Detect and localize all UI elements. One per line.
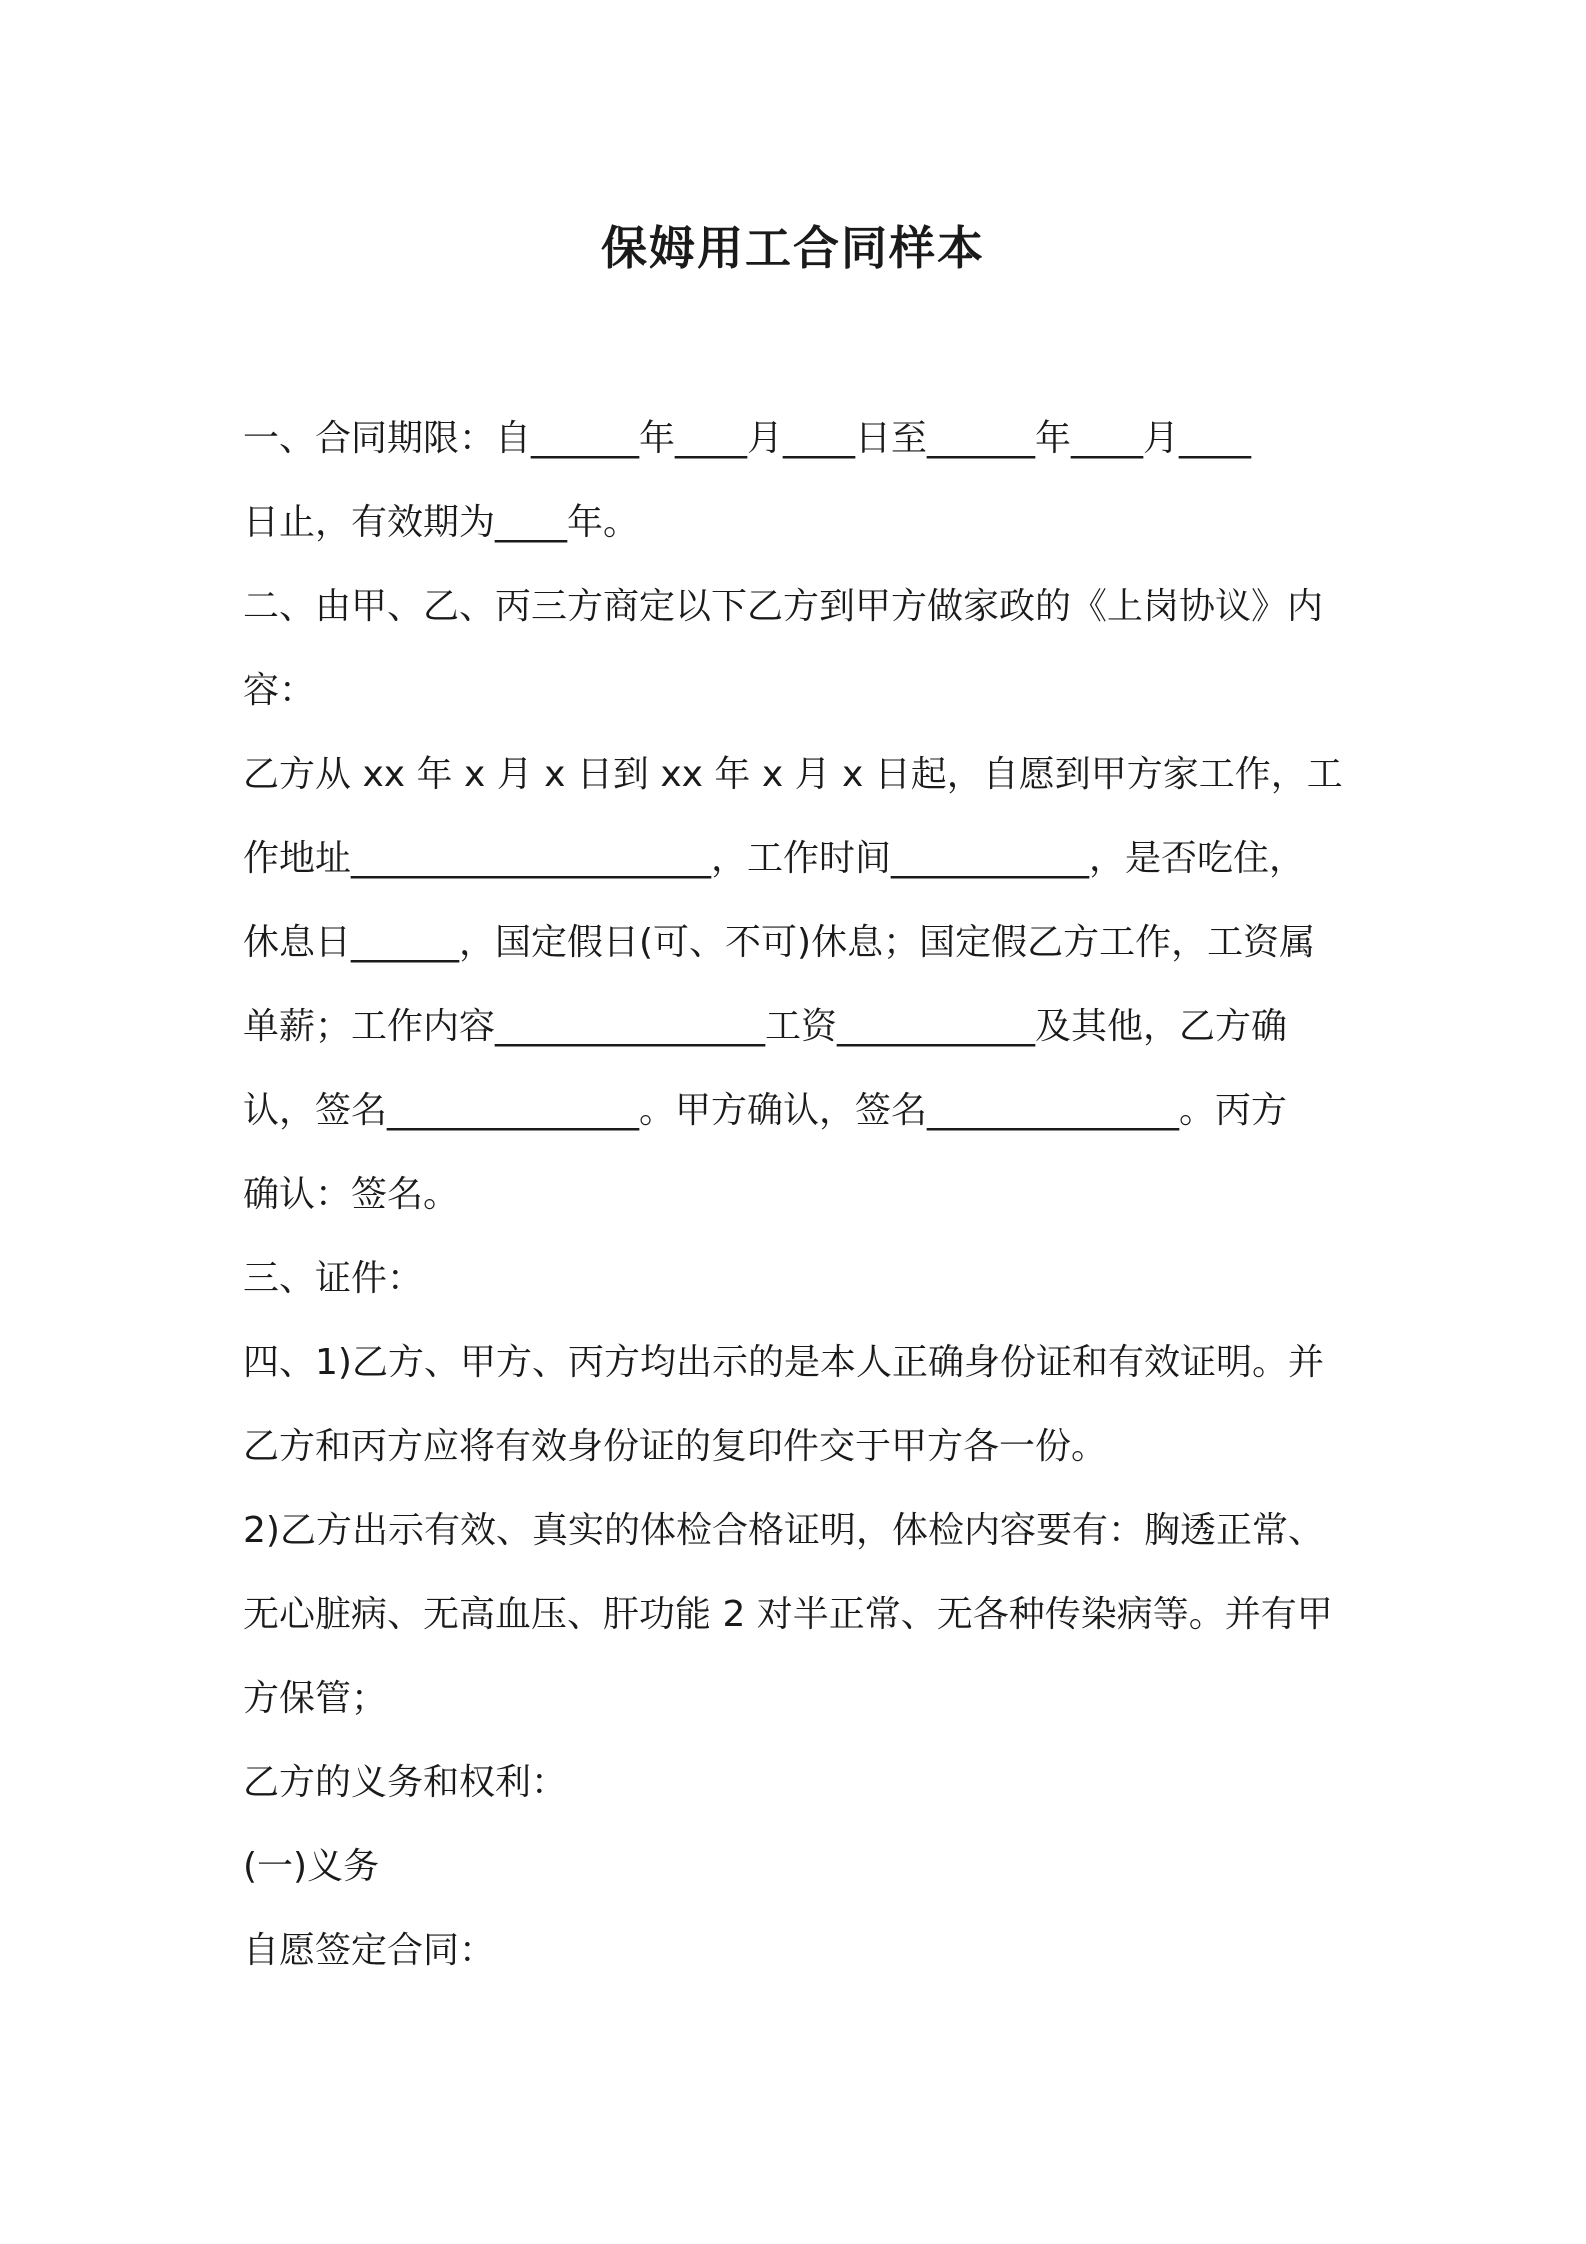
document-title: 保姆用工合同样本: [601, 221, 985, 275]
body-line: 容：: [243, 670, 316, 711]
body-line: 2)乙方出示有效、真实的体检合格证明，体检内容要有：胸透正常、: [243, 1510, 1324, 1551]
body-line: 方保管；: [243, 1678, 388, 1719]
body-line: 四、1)乙方、甲方、丙方均出示的是本人正确身份证和有效证明。并: [243, 1342, 1324, 1383]
body-line: 确认：签名。: [243, 1174, 460, 1215]
body-line: 休息日______，国定假日(可、不可)休息；国定假乙方工作，工资属: [243, 922, 1316, 963]
body-line: 认，签名______________。甲方确认，签名______________。丙方: [243, 1090, 1288, 1131]
document-body: [243, 397, 1353, 1993]
body-line: 单薪；工作内容_______________工资___________及其他，乙方确: [243, 1006, 1288, 1047]
body-line: 一、合同期限：自______年____月____日至______年____月____: [243, 418, 1252, 459]
section-heading: 三、证件：: [243, 1258, 424, 1299]
body-line: 日止，有效期为____年。: [243, 502, 640, 543]
body-line: 二、由甲、乙、丙三方商定以下乙方到甲方做家政的《上岗协议》内: [243, 586, 1324, 627]
body-line: 乙方和丙方应将有效身份证的复印件交于甲方各一份。: [243, 1426, 1108, 1467]
body-line: 乙方从 xx 年 x 月 x 日到 xx 年 x 月 x 日起，自愿到甲方家工作，工: [243, 754, 1343, 795]
section-heading: 乙方的义务和权利：: [243, 1762, 568, 1803]
subsection-heading: (一)义务: [243, 1846, 380, 1887]
body-line: 无心脏病、无高血压、肝功能 2 对半正常、无各种传染病等。并有甲: [243, 1594, 1333, 1635]
body-line: 作地址____________________，工作时间___________，是否吃住，: [243, 838, 1306, 879]
body-line: 自愿签定合同：: [243, 1930, 496, 1971]
